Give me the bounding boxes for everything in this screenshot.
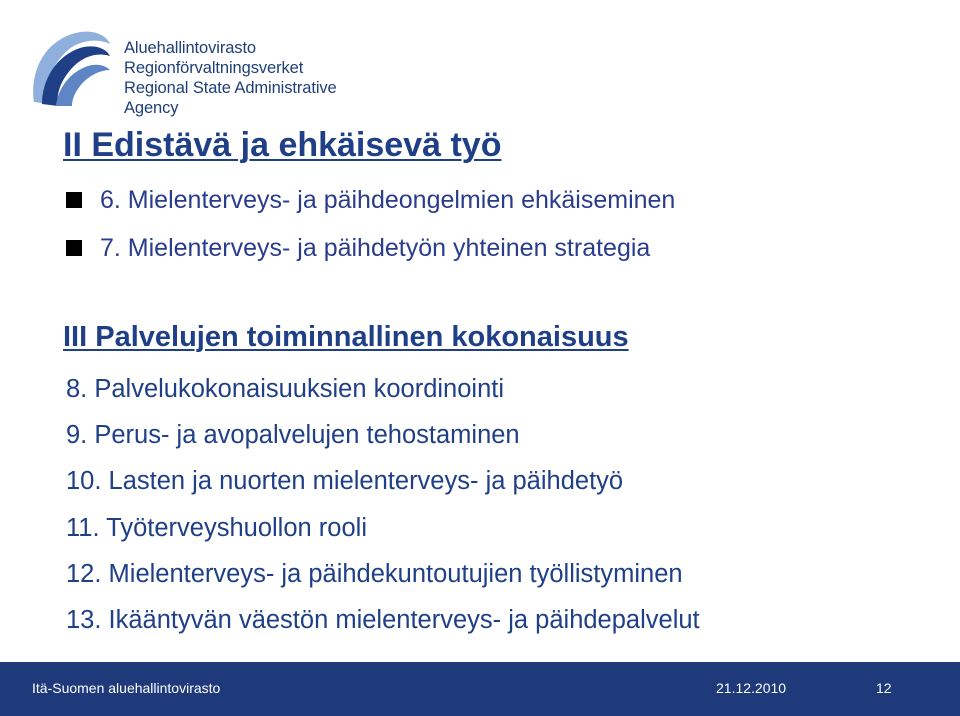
- list-item: 13. Ikääntyvän väestön mielenterveys- ja päihdepalvelut: [66, 606, 700, 635]
- footer-organization: Itä-Suomen aluehallintovirasto: [32, 680, 221, 696]
- list-item: [66, 224, 675, 272]
- agency-swoosh-logo-icon: [28, 24, 114, 108]
- logo-line-sv: Regionförvaltningsverket: [124, 59, 304, 77]
- section-ii-heading: II Edistävä ja ehkäisevä työ: [63, 126, 502, 164]
- list-item-text: 6. Mielenterveys- ja päihdeongelmien ehkäiseminen: [100, 186, 676, 214]
- footer-page-number: 12: [876, 680, 892, 696]
- logo-text: [124, 38, 388, 118]
- square-bullet-icon: [66, 192, 82, 208]
- section-iii-heading: III Palvelujen toiminnallinen kokonaisuus: [63, 321, 629, 353]
- list-item-text: 7. Mielenterveys- ja päihdetyön yhteinen strategia: [100, 234, 651, 262]
- logo-line-fi: Aluehallintovirasto: [124, 39, 257, 57]
- section-ii-list: [66, 176, 675, 272]
- list-item: 9. Perus- ja avopalvelujen tehostaminen: [66, 421, 520, 450]
- footer-date: 21.12.2010: [716, 680, 787, 696]
- square-bullet-icon: [66, 240, 82, 256]
- logo-line-en: Regional State Administrative Agency: [124, 79, 337, 117]
- list-item: 11. Työterveyshuollon rooli: [66, 513, 367, 542]
- agency-logo: [28, 24, 388, 117]
- list-item: [66, 176, 675, 224]
- list-item: 12. Mielenterveys- ja päihdekuntoutujien työllistyminen: [66, 559, 683, 588]
- list-item: 10. Lasten ja nuorten mielenterveys- ja päihdetyö: [66, 467, 624, 496]
- section-iii-list: [66, 366, 700, 643]
- footer-bar: [0, 662, 960, 716]
- list-item: 8. Palvelukokonaisuuksien koordinointi: [66, 375, 505, 404]
